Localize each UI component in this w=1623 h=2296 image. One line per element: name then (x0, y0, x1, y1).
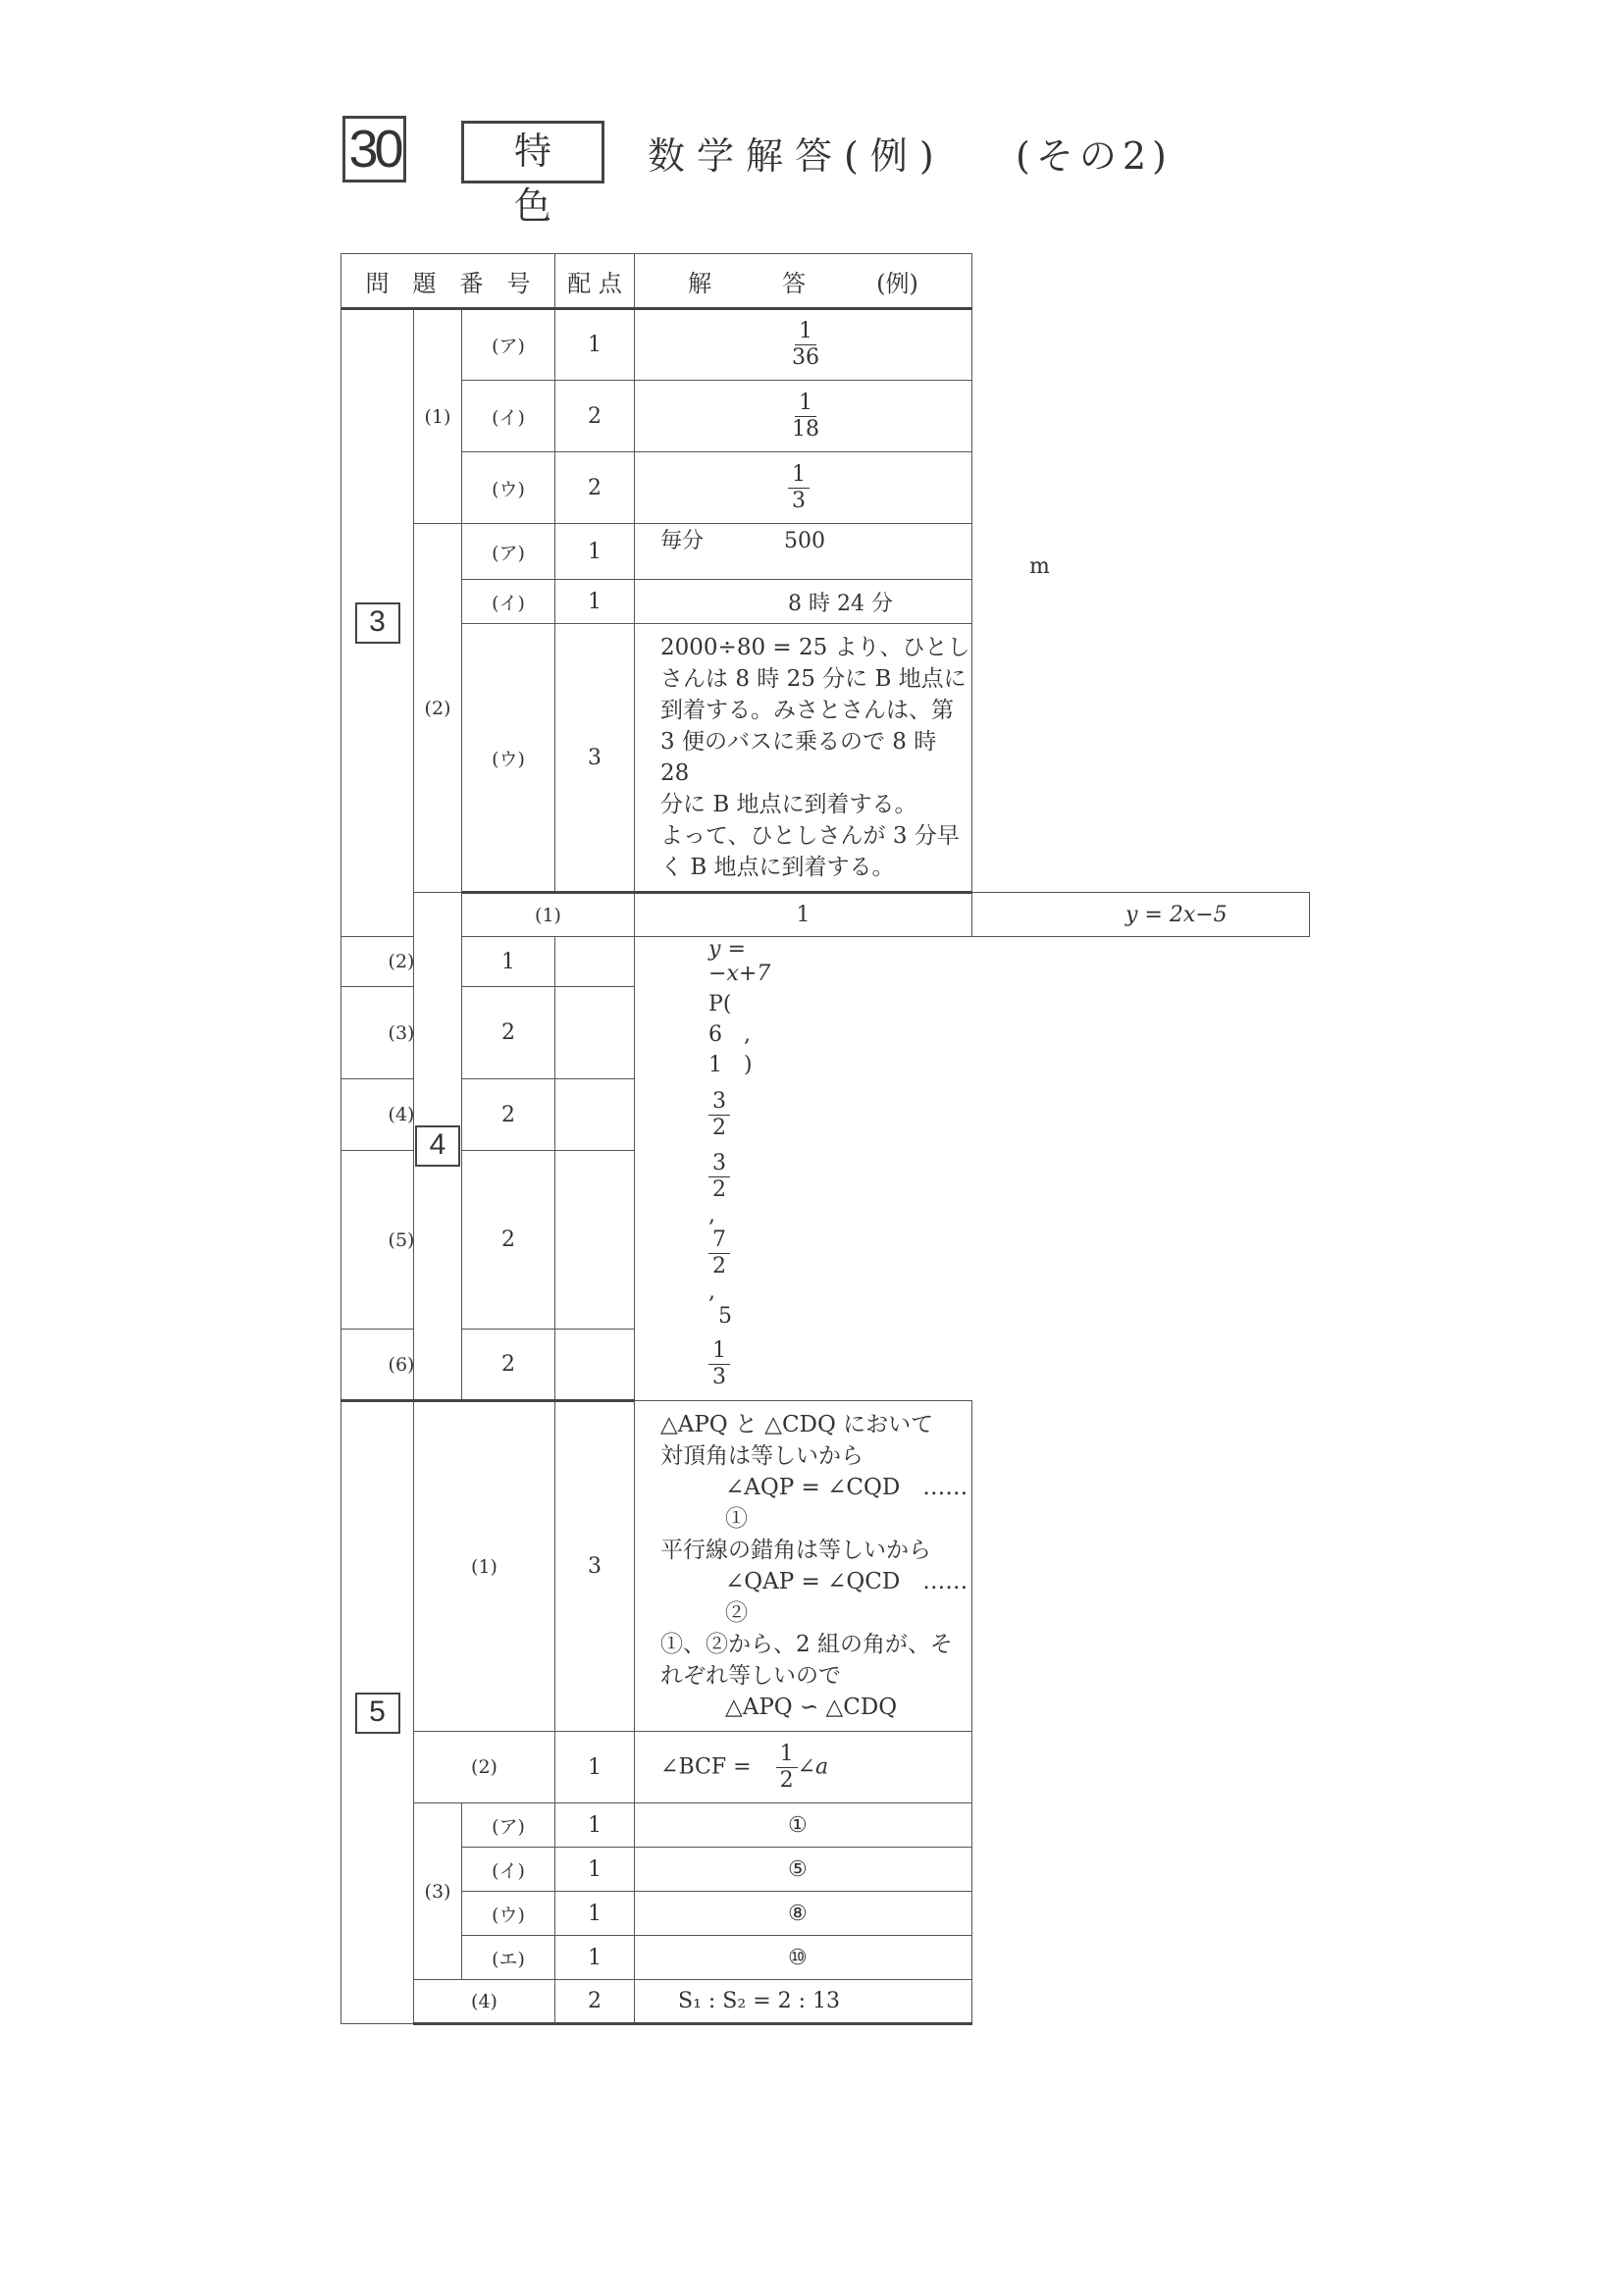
answer-cell (555, 1151, 733, 1330)
header-question-no: 問 題 番 号 (341, 254, 555, 309)
answer-value: 8 時 24 分 (788, 591, 893, 616)
denominator: 2 (712, 1177, 727, 1202)
sub-label: (イ) (462, 580, 555, 624)
sub-label: (ア) (462, 309, 555, 381)
denominator: 3 (712, 1365, 727, 1389)
points-cell: 1 (555, 1803, 635, 1848)
page-title: 数学解答(例) (648, 134, 946, 178)
part-label: (3) (414, 1803, 462, 1980)
part-label: (1) (414, 309, 462, 524)
answer-cell (555, 937, 771, 987)
table-row (341, 893, 1310, 937)
sub-label: (ウ) (462, 452, 555, 524)
table-row (341, 1079, 1310, 1151)
points-cell: 2 (555, 1980, 635, 2024)
points-cell: 2 (555, 452, 635, 524)
answer-line: 平行線の錯角は等しいから (660, 1538, 932, 1563)
points-cell: 1 (555, 1848, 635, 1892)
table-row (341, 452, 1310, 524)
sub-label: (4) (414, 1980, 555, 2024)
fraction (708, 1089, 730, 1141)
answer-cell (555, 1079, 727, 1151)
answer-cell (635, 1803, 972, 1848)
question-number: 3 (355, 602, 400, 644)
answer-table (340, 253, 1310, 2025)
fraction (788, 319, 823, 371)
numerator: 7 (708, 1227, 730, 1254)
answer-suffix: ∠a (797, 1754, 829, 1779)
denominator: 36 (792, 345, 820, 370)
points-cell: 2 (462, 987, 555, 1079)
sub-label: (2) (414, 1732, 555, 1803)
answer-value: ⑧ (788, 1901, 808, 1926)
points-cell: 2 (462, 1079, 555, 1151)
question-3-cell (341, 309, 414, 937)
table-header-row (341, 254, 1310, 309)
answer-value: S₁ : S₂ = 2 : 13 (678, 1989, 841, 2013)
answer-value: y = 2x−5 (1126, 902, 1228, 927)
denominator: 2 (712, 1115, 727, 1140)
points-cell: 3 (555, 624, 635, 893)
denominator: 2 (712, 1254, 727, 1278)
table-row (341, 1151, 1310, 1330)
points-cell: 2 (555, 381, 635, 452)
points-cell: 1 (555, 1732, 635, 1803)
sub-label: (6) (341, 1330, 462, 1401)
numerator: 1 (776, 1742, 798, 1768)
points-cell: 1 (555, 309, 635, 381)
answer-cell (635, 1936, 972, 1980)
answer-cell (635, 309, 972, 381)
denominator: 2 (779, 1767, 794, 1793)
table-row (341, 1848, 1310, 1892)
answer-cell (635, 1980, 972, 2024)
table-row (341, 524, 1310, 580)
sub-label: (ウ) (462, 624, 555, 893)
answer-prefix: ∠BCF = (660, 1754, 752, 1779)
answer-value: ⑩ (788, 1945, 808, 1970)
answer-line: よって、ひとしさんが 3 分早く B 地点に到着する。 (660, 823, 960, 880)
sub-label: (2) (341, 937, 462, 987)
answer-line: 2000÷80 = 25 より、ひとしさんは 8 時 25 分に B 地点に (660, 635, 970, 692)
sub-label: (エ) (462, 1936, 555, 1980)
answer-line: 対頂角は等しいから (660, 1443, 864, 1469)
header-answer: 解 答 (例) (635, 254, 972, 309)
table-row (341, 1980, 1310, 2024)
sub-label: (ウ) (462, 1892, 555, 1936)
numerator: 3 (708, 1151, 730, 1177)
answer-value: y = −x+7 (708, 937, 771, 986)
answer-value: P( 6 , 1 ) (708, 992, 773, 1077)
answer-cell (635, 1892, 972, 1936)
table-row (341, 937, 1310, 987)
points-cell: 1 (555, 524, 635, 580)
points-cell: 1 (555, 580, 635, 624)
table-row (341, 1892, 1310, 1936)
separator: , (708, 1203, 716, 1227)
table-row (341, 580, 1310, 624)
fraction (708, 1227, 730, 1279)
separator: , (708, 1279, 716, 1304)
category-box: 特色 (461, 121, 604, 183)
answer-line: △APQ ∽ △CDQ (725, 1695, 898, 1720)
answer-line: 分に B 地点に到着する。 (660, 792, 917, 817)
sub-label: (イ) (462, 1848, 555, 1892)
sub-label: (ア) (462, 1803, 555, 1848)
answer-cell (555, 1330, 727, 1401)
fraction (776, 1742, 798, 1794)
answer-cell (635, 1848, 972, 1892)
part-label: (2) (414, 524, 462, 893)
answer-cell (635, 1401, 972, 1732)
table-row (341, 1330, 1310, 1401)
table-row (341, 1936, 1310, 1980)
numerator: 1 (795, 319, 816, 345)
answer-value: ① (788, 1812, 808, 1838)
sub-label: (5) (341, 1151, 462, 1330)
answer-cell (635, 381, 972, 452)
denominator: 18 (792, 416, 820, 442)
numerator: 1 (708, 1338, 730, 1365)
answer-cell (635, 580, 972, 624)
table-row (341, 1732, 1310, 1803)
answer-line: △APQ と △CDQ において (660, 1412, 934, 1437)
fraction (788, 462, 810, 514)
sub-label: (1) (414, 1401, 555, 1732)
answer-cell (635, 1732, 972, 1803)
answer-value: 500 (784, 529, 826, 553)
question-number: 5 (355, 1693, 400, 1734)
answer-cell (972, 893, 1310, 937)
answer-cell (555, 987, 773, 1079)
answer-cell (635, 452, 972, 524)
points-cell: 1 (555, 1936, 635, 1980)
table-row (341, 1401, 1310, 1732)
sub-label: (ア) (462, 524, 555, 580)
table-row (341, 381, 1310, 452)
header-points: 配 点 (555, 254, 635, 309)
points-cell: 1 (462, 937, 555, 987)
question-5-cell (341, 1401, 414, 2024)
fraction (788, 391, 823, 443)
question-number: 4 (415, 1125, 460, 1167)
answer-prefix: 毎分 (660, 529, 705, 553)
answer-line: ①、②から、2 組の角が、それぞれ等しいので (660, 1632, 953, 1689)
points-cell: 3 (555, 1401, 635, 1732)
sub-label: (1) (462, 893, 635, 937)
answer-cell (635, 624, 972, 893)
answer-unit: m (1029, 554, 1050, 579)
denominator: 3 (792, 488, 807, 513)
answer-line: 到着する。みさとさんは、第 3 便のバスに乗るので 8 時 28 (660, 698, 955, 786)
numerator: 1 (795, 391, 816, 417)
sub-label: (3) (341, 987, 462, 1079)
points-cell: 1 (555, 1892, 635, 1936)
sub-label: (4) (341, 1079, 462, 1151)
page-number-box: 30 (342, 116, 406, 183)
points-cell: 2 (462, 1151, 555, 1330)
table-row (341, 624, 1310, 893)
table-row (341, 987, 1310, 1079)
answer-value: ⑤ (788, 1856, 808, 1882)
answer-line: ∠QAP = ∠QCD ……② (725, 1569, 969, 1626)
answer-value: 5 (718, 1304, 733, 1329)
points-cell: 2 (462, 1330, 555, 1401)
table-row (341, 309, 1310, 381)
fraction (708, 1151, 730, 1203)
page-subtitle: (その2) (1016, 134, 1173, 178)
numerator: 3 (708, 1089, 730, 1116)
points-cell: 1 (635, 893, 972, 937)
answer-line: ∠AQP = ∠CQD ……① (725, 1475, 969, 1532)
table-row (341, 1803, 1310, 1848)
sub-label: (イ) (462, 381, 555, 452)
answer-cell (635, 524, 1050, 580)
fraction (708, 1338, 730, 1390)
numerator: 1 (788, 462, 810, 489)
